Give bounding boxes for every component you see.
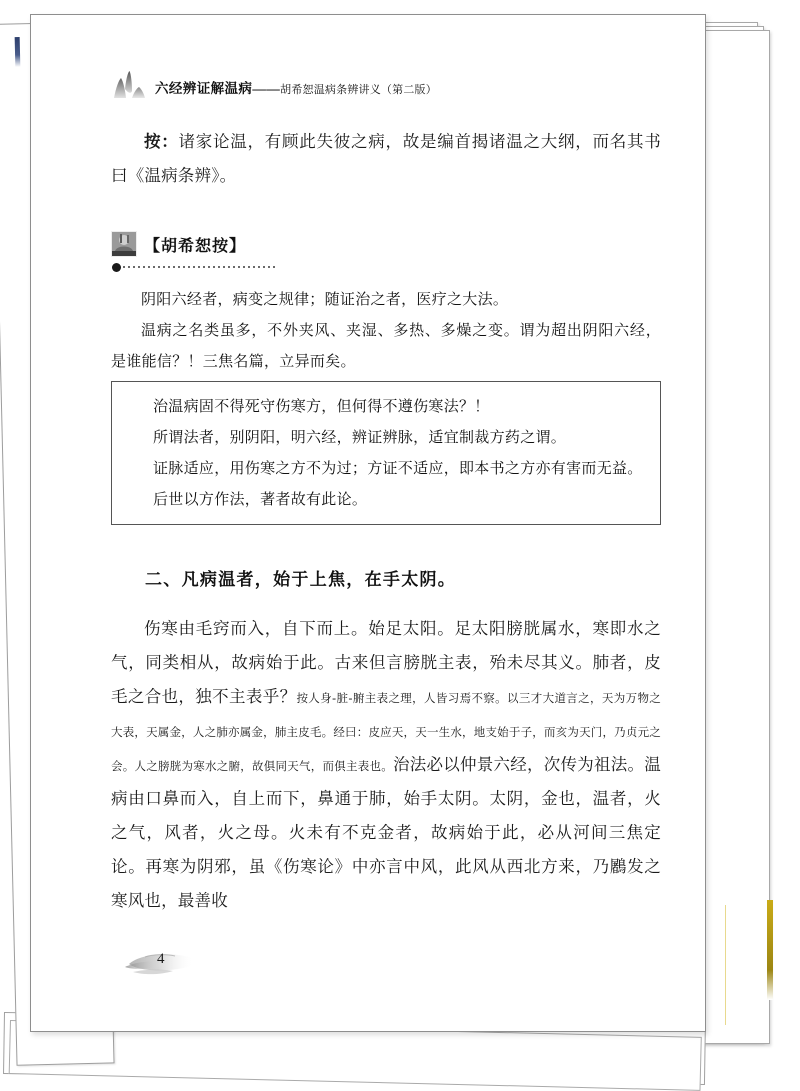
rule-dots bbox=[123, 266, 275, 268]
page-number: 4 bbox=[157, 951, 165, 967]
annotation-open-line: 阴阳六经者，病变之规律；随证治之者，医疗之大法。 bbox=[141, 290, 509, 308]
page-edge-olive-strip bbox=[767, 900, 773, 1000]
body-paragraph bbox=[111, 612, 661, 918]
book-spine-sliver bbox=[15, 37, 21, 67]
intro-paragraph bbox=[111, 125, 661, 193]
page-content bbox=[31, 15, 705, 1031]
annotation-boxed-line: 治温病固不得死守伤寒方，但何得不遵伤寒法？！ bbox=[153, 397, 490, 415]
running-header-subtitle: 胡希恕温病条辨讲义（第二版） bbox=[280, 84, 437, 96]
portrait-photo-icon bbox=[111, 231, 137, 257]
intro-lead-label: 按： bbox=[144, 132, 179, 151]
dotted-rule bbox=[112, 262, 661, 272]
annotation-boxed-line: 后世以方作法，著者故有此论。 bbox=[153, 490, 368, 508]
annotation-boxed-line: 证脉适应，用伤寒之方不为过；方证不适应，即本书之方亦有害而无益。 bbox=[153, 459, 643, 477]
intro-text: 诸家论温，有顾此失彼之病，故是编首揭诸温之大纲，而名其书曰《温病条辨》。 bbox=[111, 132, 661, 185]
annotation-header bbox=[111, 231, 661, 257]
annotation-quote-box bbox=[111, 381, 661, 525]
annotation-title: 【胡希恕按】 bbox=[144, 237, 247, 255]
running-header-dash: —— bbox=[252, 81, 281, 96]
running-header-booktitle: 六经辨证解温病 bbox=[155, 81, 253, 96]
mountain-brush-logo-icon bbox=[110, 69, 154, 99]
rule-bullet-icon bbox=[112, 263, 121, 272]
book-page bbox=[30, 14, 706, 1032]
brush-smudge-icon bbox=[123, 947, 243, 981]
annotation-open-lines bbox=[111, 284, 661, 377]
running-header-title bbox=[155, 77, 437, 99]
body-part2: 治法必以仲景六经，次传为祖法。温病由口鼻而入，自上而下，鼻通于肺，始手太阴。太阴，金也，温者，火之气，风者，火之母。火未有不克金者，故病始于此，必从河间三焦定论。再寒为阴邪，虽《伤寒论》中亦言中风，此风从西北方来，乃鷵发之寒风也，最善收 bbox=[111, 755, 661, 910]
body-part1: 伤寒由毛窍而入，自下而上。始足太阳。足太阳膀胱属水，寒即水之气，同类相从，故病始于此。古来但言膀胱主表，殆未尽其义。肺者，皮毛之合也，独不主表乎？ bbox=[111, 619, 661, 706]
page-edge-thin-line bbox=[725, 905, 726, 1025]
body-small-note: 按人身‐脏‐腑主表之理，人皆习焉不察。以三才大道言之，天为万物之大表，天属金，人之肺亦属金，肺主皮毛。经曰：皮应天，天一生水，地支始于子，而亥为天门，乃贞元之会。人之膀胱为寒水之腑，故俱同天气，而俱主表也。 bbox=[111, 691, 661, 773]
page-number-block bbox=[123, 947, 243, 981]
section-heading: 二、凡病温者，始于上焦，在手太阴。 bbox=[145, 570, 457, 589]
running-header bbox=[110, 65, 661, 99]
annotation-open-line: 温病之名类虽多，不外夹风、夹湿、多热、多燥之变。谓为超出阴阳六经，是谁能信？！三焦名篇，立异而矣。 bbox=[111, 321, 661, 370]
annotation-boxed-line: 所谓法者，别阴阳，明六经，辨证辨脉，适宜制裁方药之谓。 bbox=[153, 428, 567, 446]
